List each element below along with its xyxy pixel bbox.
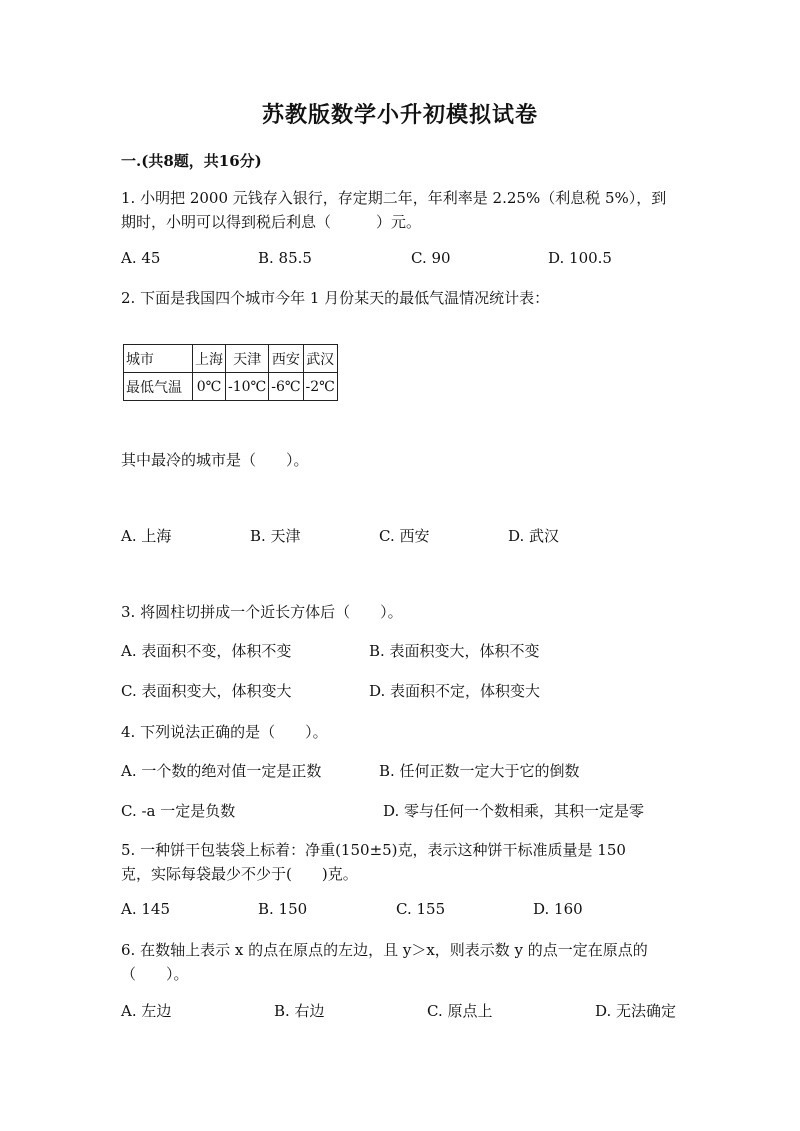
section-heading: 一.(共8题，共16分)	[121, 152, 262, 170]
question-6-text	[121, 938, 648, 986]
q4-option-a: A. 一个数的绝对值一定是正数	[121, 762, 322, 780]
q2-option-b: B. 天津	[250, 527, 301, 545]
q3-option-b: B. 表面积变大，体积不变	[369, 642, 540, 660]
q1-option-a: A. 45	[121, 249, 161, 267]
question-2-text: 2. 下面是我国四个城市今年 1 月份某天的最低气温情况统计表：	[121, 289, 550, 307]
question-1-line-2: 期时，小明可以得到税后利息（ ）元。	[121, 213, 422, 231]
q5-option-b: B. 150	[258, 900, 308, 918]
q2-option-c: C. 西安	[379, 527, 430, 545]
question-5-line-1: 5. 一种饼干包装袋上标着：净重(150±5)克，表示这种饼干标准质量是 150	[121, 841, 626, 859]
q1-option-c: C. 90	[411, 249, 451, 267]
q6-option-d: D. 无法确定	[595, 1002, 677, 1020]
page-title: 苏教版数学小升初模拟试卷	[261, 102, 538, 128]
table-header-cell: 天津	[226, 345, 269, 373]
question-5-line-2: 克，实际每袋最少不少于( )克。	[121, 865, 358, 883]
table-header-cell: 西安	[269, 345, 303, 373]
question-6-line-2: （ ）。	[121, 965, 189, 983]
table-header-cell: 武汉	[303, 345, 337, 373]
q2-option-a: A. 上海	[121, 527, 172, 545]
table-cell: -10℃	[226, 373, 269, 401]
table-row	[124, 345, 338, 373]
table-header-cell: 上海	[193, 345, 226, 373]
q5-option-d: D. 160	[533, 900, 583, 918]
question-2-prompt: 其中最冷的城市是（ ）。	[121, 451, 309, 469]
question-3-text: 3. 将圆柱切拼成一个近长方体后（ ）。	[121, 603, 403, 621]
question-6-line-1: 6. 在数轴上表示 x 的点在原点的左边，且 y＞x，则表示数 y 的点一定在原点的	[121, 941, 648, 959]
question-4-text: 4. 下列说法正确的是（ ）。	[121, 723, 328, 741]
temperature-table	[123, 344, 338, 401]
table-cell: -2℃	[303, 373, 337, 401]
q4-option-c: C. -a 一定是负数	[121, 802, 236, 820]
q3-option-c: C. 表面积变大，体积变大	[121, 682, 292, 700]
table-row	[124, 373, 338, 401]
table-cell: -6℃	[269, 373, 303, 401]
q5-option-c: C. 155	[396, 900, 446, 918]
q1-option-b: B. 85.5	[258, 249, 312, 267]
q3-option-a: A. 表面积不变，体积不变	[121, 642, 292, 660]
q6-option-c: C. 原点上	[427, 1002, 493, 1020]
table-cell: 0℃	[193, 373, 226, 401]
q6-option-b: B. 右边	[274, 1002, 325, 1020]
q3-option-d: D. 表面积不定，体积变大	[369, 682, 541, 700]
q1-option-d: D. 100.5	[548, 249, 612, 267]
table-header-cell: 城市	[124, 345, 193, 373]
table-cell: 最低气温	[124, 373, 193, 401]
q4-option-d: D. 零与任何一个数相乘，其积一定是零	[383, 802, 645, 820]
q6-option-a: A. 左边	[121, 1002, 172, 1020]
q2-option-d: D. 武汉	[508, 527, 560, 545]
question-1-line-1: 1. 小明把 2000 元钱存入银行，存定期二年，年利率是 2.25%（利息税 5%），到	[121, 189, 667, 207]
question-5-text	[121, 838, 626, 886]
q5-option-a: A. 145	[121, 900, 170, 918]
q4-option-b: B. 任何正数一定大于它的倒数	[379, 762, 580, 780]
question-1-text	[121, 186, 666, 234]
